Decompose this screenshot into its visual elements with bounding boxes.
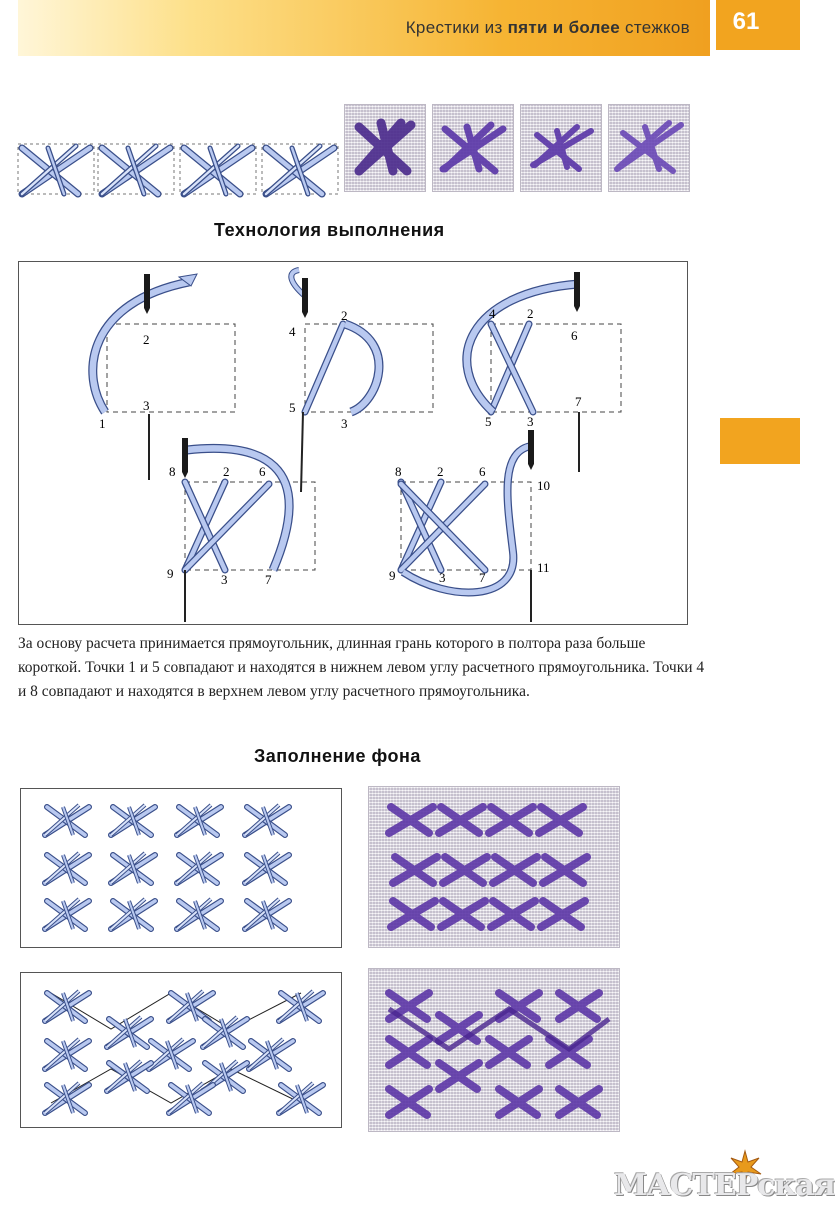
pattern-row-1 [45, 805, 289, 929]
label-p1: 1 [99, 416, 106, 431]
label-p7: 7 [575, 394, 582, 409]
label-p3d: 3 [221, 572, 228, 587]
stitch-sample-3 [180, 144, 256, 194]
label-p2c: 2 [527, 306, 534, 321]
label-p7d: 7 [265, 572, 272, 587]
page-number: 61 [732, 8, 760, 35]
pattern-row-2 [45, 991, 323, 1113]
label-p2b: 2 [341, 308, 348, 323]
stitch-photo-1 [344, 104, 426, 192]
chapter-title: Крестики из пяти и более стежков [405, 18, 690, 37]
technique-diagram [18, 261, 688, 625]
fill-pattern-photo-1 [368, 786, 620, 948]
diagram-step-2 [289, 270, 433, 492]
label-p8e: 8 [395, 464, 402, 479]
section-title-background-fill: Заполнение фона [254, 746, 421, 766]
stitch-photo-4 [608, 104, 690, 192]
label-p6: 6 [571, 328, 578, 343]
label-p10: 10 [537, 478, 550, 493]
label-p9: 9 [167, 566, 174, 581]
label-p8: 8 [169, 464, 176, 479]
diagram-step-5 [389, 430, 550, 622]
label-p6d: 6 [259, 464, 266, 479]
fill-pattern-diagram-2 [20, 972, 342, 1128]
label-p2d: 2 [223, 464, 230, 479]
description-text: За основу расчета принимается прямоугольник, длинная грань которого в полтора раза больше короткой. Точки 1 и 5 совпадают и находятся в нижнем левом углу расчетного прямоугольника. Точки 4 и 8 совпадают и находятся в верхнем левом углу расчетного прямоугольника. [18, 635, 705, 700]
fill-pattern-diagram-1 [20, 788, 342, 948]
stitch-sample-2 [98, 144, 174, 194]
label-p4c: 4 [489, 306, 496, 321]
label-p4: 4 [289, 324, 296, 339]
label-p3e: 3 [439, 570, 446, 585]
header-band [18, 0, 710, 56]
stitch-photo-2 [432, 104, 514, 192]
diagram-step-4 [167, 438, 315, 622]
label-p3c: 3 [527, 414, 534, 429]
label-p2e: 2 [437, 464, 444, 479]
label-p2: 2 [143, 332, 150, 347]
stitch-sample-1 [18, 144, 94, 194]
section-title-technique: Технология выполнения [214, 220, 445, 240]
label-p5: 5 [289, 400, 296, 415]
side-tab [720, 418, 800, 464]
fill-pattern-photo-2 [368, 968, 620, 1132]
label-p3b: 3 [341, 416, 348, 431]
label-p5c: 5 [485, 414, 492, 429]
page-number-box [716, 0, 800, 50]
label-p7e: 7 [479, 570, 486, 585]
stitch-photo-3 [520, 104, 602, 192]
label-p11: 11 [537, 560, 550, 575]
label-p9e: 9 [389, 568, 396, 583]
label-p3: 3 [143, 398, 150, 413]
stitch-sample-4 [262, 144, 338, 194]
watermark-logo: МАСТЕРская [614, 1168, 835, 1203]
diagram-step-3 [467, 272, 621, 472]
label-p6e: 6 [479, 464, 486, 479]
